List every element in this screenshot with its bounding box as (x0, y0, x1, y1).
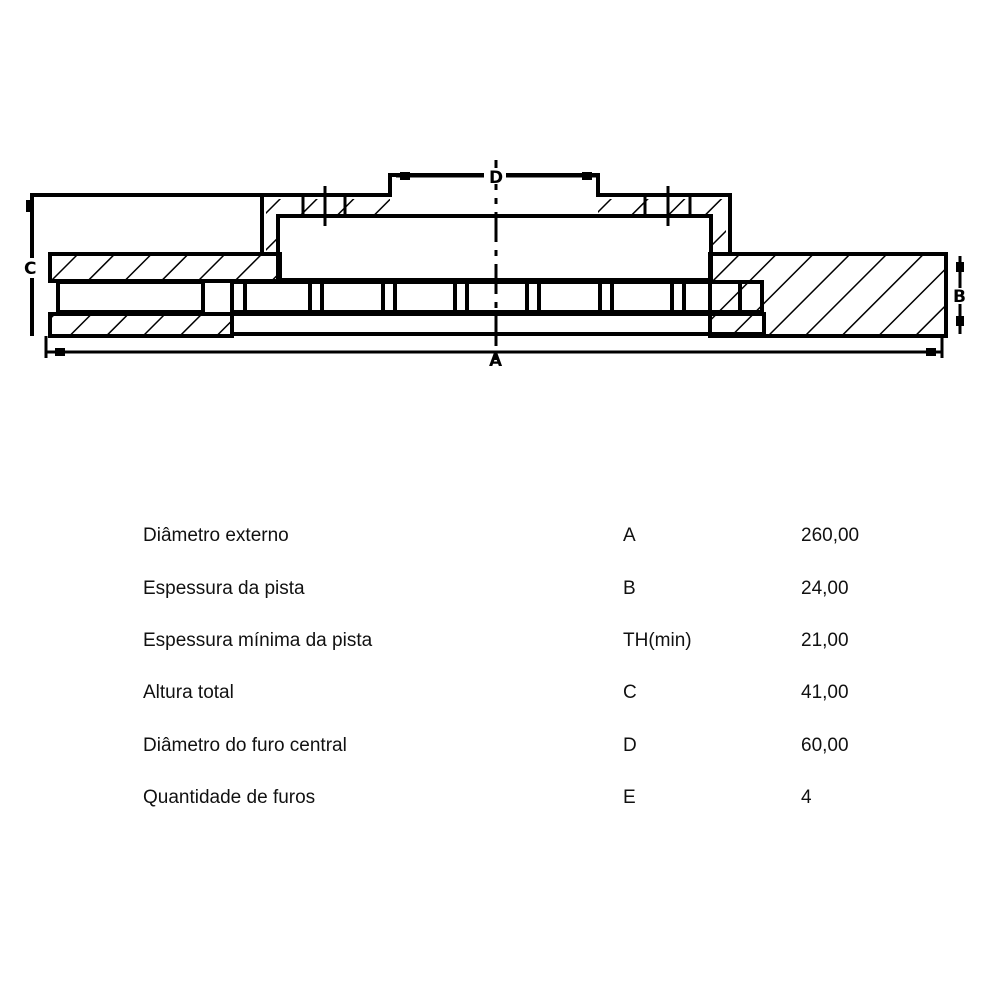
spec-value: 24,00 (801, 577, 849, 599)
spec-code: B (623, 577, 636, 599)
table-row (143, 562, 903, 614)
label-b: B (953, 287, 966, 307)
spec-description: Diâmetro externo (143, 525, 289, 547)
table-row (143, 667, 903, 719)
spec-description: Diâmetro do furo central (143, 734, 347, 756)
spec-description: Espessura da pista (143, 577, 305, 599)
spec-code: E (623, 787, 636, 809)
spec-description: Altura total (143, 682, 234, 704)
table-row (143, 720, 903, 772)
spec-description: Espessura mínima da pista (143, 629, 373, 651)
table-row (143, 772, 903, 824)
table-row (143, 615, 903, 667)
brake-disc-diagram (0, 0, 1000, 420)
table-row (143, 510, 903, 562)
spec-value: 260,00 (801, 525, 860, 547)
dimension-a (46, 336, 942, 371)
label-d: D (489, 168, 504, 188)
spec-value: 4 (801, 787, 812, 809)
spec-code: TH(min) (623, 629, 692, 651)
label-a: A (489, 351, 503, 371)
spec-code: A (623, 525, 636, 547)
spec-code: D (623, 734, 637, 756)
spec-code: C (623, 682, 637, 704)
dimension-b (950, 256, 970, 334)
spec-value: 60,00 (801, 734, 849, 756)
spec-value: 21,00 (801, 629, 849, 651)
spec-description: Quantidade de furos (143, 787, 316, 809)
spec-table (143, 510, 903, 824)
vent-ribs (245, 282, 740, 312)
label-c: C (24, 259, 37, 279)
dimension-d (396, 168, 596, 188)
spec-value: 41,00 (801, 682, 849, 704)
